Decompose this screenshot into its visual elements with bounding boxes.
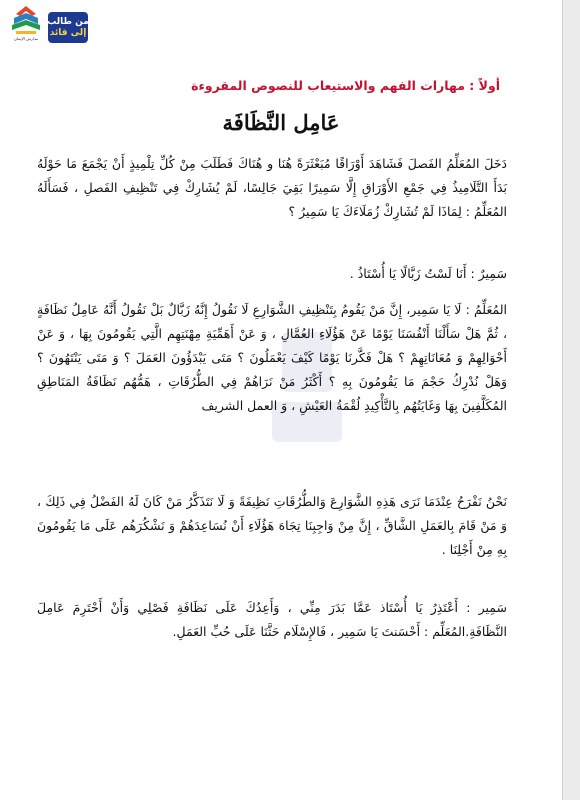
school-logo xyxy=(6,4,46,48)
paragraph-samir-reply: سَمِيرٌ : أَنَا لَسْتُ زَبَّالًا يَا أُسْتَاذُ . xyxy=(349,266,507,281)
slogan-badge xyxy=(48,12,88,43)
paragraph-duty: نَحْنُ نَفْرَحُ عِنْدَمَا نَرَى هَذِهِ الشَّوَارِعَ وَالطُّرُقَاتِ نَظِيفَةً وَ لَا نَتَذَكَّرُ مَنْ كَانَ لَهُ الفَضْلُ فِي ذَلِكَ ، وَ مَنْ قَامَ بِالعَمَلِ الشَّاقِّ ، إِنَّ مِنْ وَاجِبِنَا تِجَاهَ هَؤُلَاءِ أَنْ نُسَاعِدَهُمْ وَ نَشْكُرَهُم عَلَى مَا يَقُومُونَ بِهِ مِنْ أَجْلِنَا . xyxy=(37,494,507,557)
paragraph-apology: سَمِير : أَعْتَذِرُ يَا أُسْتَاذ عَمَّا بَدَرَ مِنِّي ، وَأَعِدُكَ عَلَى نَظَافَةِ فَصْلِي وَأَنْ أَحْتَرِمَ عَامِلَ النَّظَافَةِ.المُعَلِّم : أَحْسَنتَ يَا سَمِير ، فَالإِسْلَام حَثَّنَا عَلَى حُبِّ العَمَلِ. xyxy=(37,600,507,639)
viewer-margin xyxy=(563,0,580,800)
paragraph-intro: دَخَلَ المُعَلِّمُ الفَصلَ فَشَاهَدَ أَوْرَاقًا مُبَعْثَرَةً هُنَا و هُنَاكَ فَطَلَبَ مِنْ كُلِّ تِلْمِيذٍ أَنْ يَجْمَعَ مَا حَوْلَهُ بَدَأَ التَّلَامِيذُ فِي جَمْعِ الأَوْرَاقِ إِلَّا سَمِيرًا بَقِيَ جَالِسًا، لَمْ يُشَارِكْ فِي تَنْظِيفِ الفَصلِ ، فَسَأَلَهُ المُعَلِّمُ : لِمَاذَا لَمْ تُشَارِكْ زُمَلَاءَكَ يَا سَمِيرُ ؟ xyxy=(37,156,507,219)
badge-line-2: إلى قائد xyxy=(49,27,87,38)
school-logo-caption: مدارس الإيمان xyxy=(13,36,39,41)
school-emblem-icon xyxy=(6,4,46,36)
section-heading: أولاً : مهارات الفهم والاستيعاب للنصوص المقروءة xyxy=(191,78,500,93)
story-title: عَامِل النَّظَافَة xyxy=(222,110,340,135)
paragraph-teacher-response: المُعَلِّمُ : لَا يَا سَمِير، إِنَّ مَنْ يَقُومُ بِتَنْظِيفِ الشَّوَارِعِ لَا نَقُولُ إِنَّهُ زَبَّالٌ بَلْ نَقُولُ أَنَّهُ عَامِلُ نَظَافَةٍ ، ثُمَّ هَلْ سَأَلْنَا أَنْفُسَنَا يَوْمًا عَنْ هَؤُلَاءِ العُمَّالِ ، وَ عَنْ أَهَمِّيَةِ مِهْنَتِهِم الَّتِي يَقُومُونَ بِهَا ، وَ عَنْ أَحْوَالِهِمْ وَ مُعَانَاتِهِمْ ؟ هَلْ فَكَّرنَا يَوْمًا كَيْفَ يَعْمَلُونَ ؟ مَتَى يَبْدَؤُونَ العَمَلَ ؟ وَ مَتَى يَنْتَهُونَ ؟ وَهَلْ نُدْرِكُ حَجْمَ مَا يَقُومُونَ بِهِ ؟ أَكْثَرُ مَنْ نَرَاهُمْ فِي الطُّرُقَاتِ ، هَمُّهُم نَظَافَةُ المَنَاطِقِ المُكَلَّفِينَ بِهَا وَغَايَتُهُم بِالتَّأْكِيدِ لُقْمَةُ العَيْشِ ، وَ العمل الشريف xyxy=(37,302,507,413)
badge-line-1: من طالب xyxy=(47,16,89,27)
